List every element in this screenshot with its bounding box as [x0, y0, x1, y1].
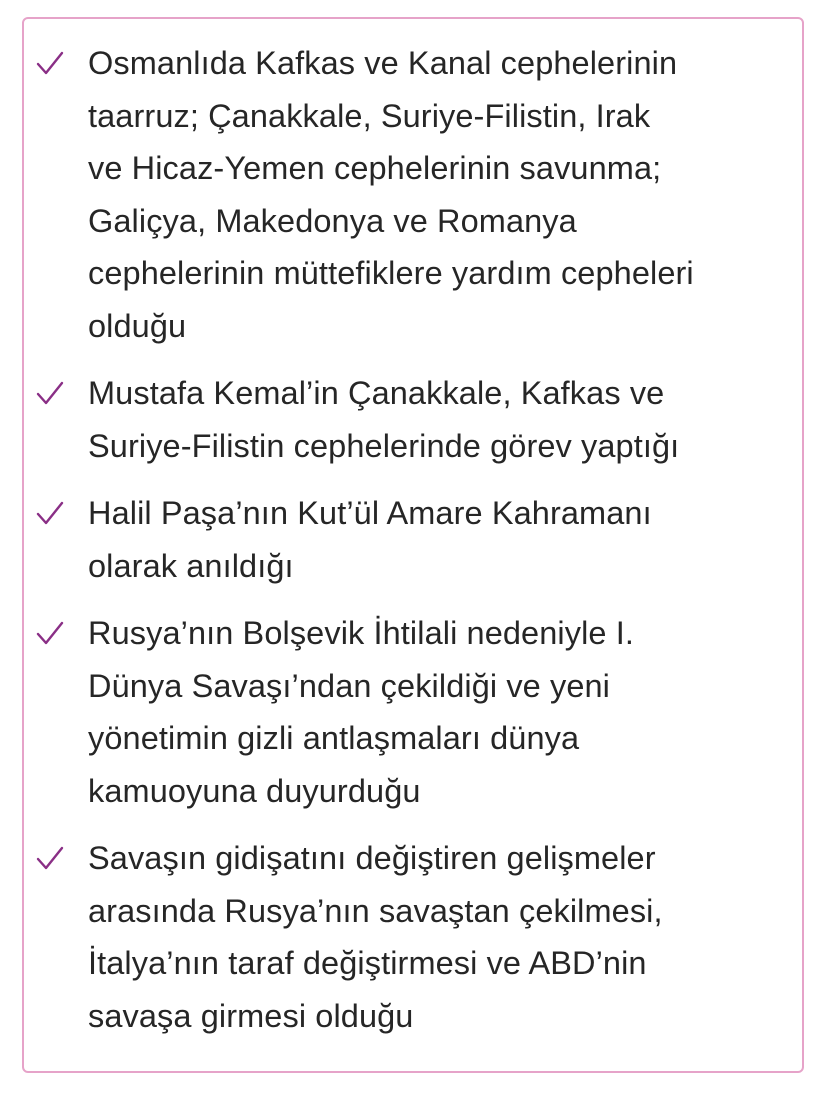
checklist-item-text — [88, 37, 786, 352]
text-line: Dünya Savaşı’ndan çekildiği ve yeni — [88, 667, 610, 704]
text-line: Savaşın gidişatını değiştiren gelişmeler — [88, 840, 656, 876]
checkmark-icon — [36, 51, 64, 77]
text-line: savaşa girmesi olduğu — [88, 997, 414, 1034]
checklist-item — [24, 37, 802, 352]
checklist-item — [24, 607, 802, 817]
checklist-item-text — [88, 832, 786, 1042]
checklist-box — [22, 17, 804, 1073]
checklist-item-text — [88, 367, 786, 472]
text-line: Suriye-Filistin cephelerinde görev yaptığı — [88, 427, 680, 464]
text-line: Mustafa Kemal’in Çanakkale, Kafkas ve — [88, 375, 665, 411]
checklist-item-text — [88, 607, 786, 817]
checkmark-icon — [36, 621, 64, 647]
text-line: yönetimin gizli antlaşmaları dünya — [88, 720, 580, 756]
text-line: arasında Rusya’nın savaştan çekilmesi, — [88, 892, 663, 929]
checkmark-icon — [36, 381, 64, 407]
text-line: Rusya’nın Bolşevik İhtilali nedeniyle I. — [88, 615, 634, 651]
text-line: kamuoyuna duyurduğu — [88, 772, 421, 809]
text-line: olarak anıldığı — [88, 547, 294, 584]
text-line: İtalya’nın taraf değiştirmesi ve ABD’nin — [88, 945, 647, 981]
checkmark-icon — [36, 501, 64, 527]
text-line: Halil Paşa’nın Kut’ül Amare Kahramanı — [88, 495, 652, 531]
text-line: taarruz; Çanakkale, Suriye-Filistin, Irak — [88, 97, 651, 134]
checkmark-icon — [36, 846, 64, 872]
checklist-item — [24, 487, 802, 592]
text-line: cephelerinin müttefiklere yardım cepheleri — [88, 255, 694, 291]
checklist-item-text — [88, 487, 786, 592]
text-line: olduğu — [88, 307, 187, 344]
text-line: Galiçya, Makedonya ve Romanya — [88, 202, 577, 239]
text-line: Osmanlıda Kafkas ve Kanal cephelerinin — [88, 45, 678, 81]
text-line: ve Hicaz-Yemen cephelerinin savunma; — [88, 150, 662, 186]
checklist-item — [24, 367, 802, 472]
checklist-item — [24, 832, 802, 1042]
checklist — [24, 37, 802, 1057]
